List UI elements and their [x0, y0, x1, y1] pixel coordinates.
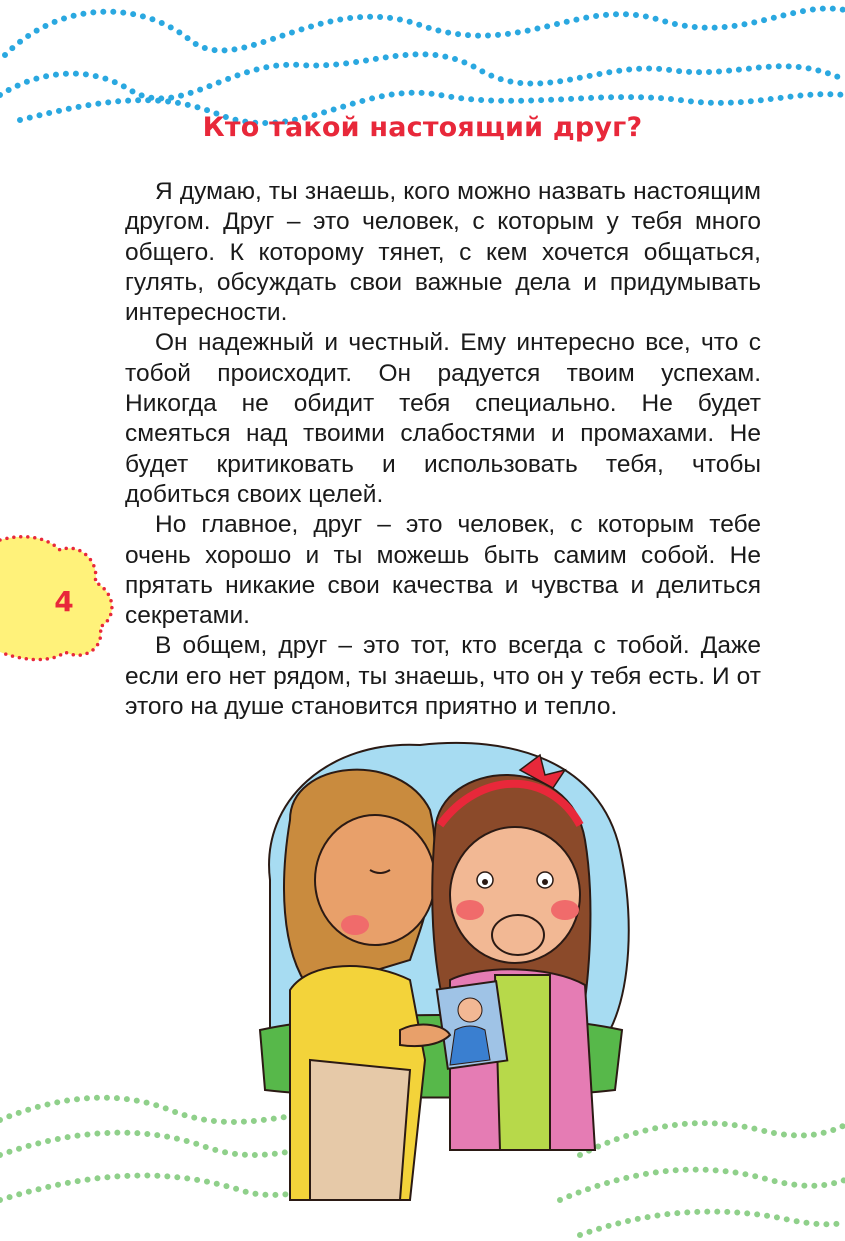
- paragraph-4: В общем, друг – это тот, кто всегда с тобой. Даже если его нет рядом, ты знаешь, что он у тебя есть. И от этого на душе становится приятно и тепло.: [125, 632, 761, 721]
- two-girls-illustration: [250, 730, 630, 1210]
- paragraph-2: Он надежный и честный. Ему интересно все, что с тобой происходит. Он радуется твоим успехам. Никогда не обидит тебя специально. Не будет смеяться над твоими слабостями и промахами. Не будет критиковать и использовать тебя, чтобы добиться своих целей.: [125, 329, 761, 508]
- paragraph-1: Я думаю, ты знаешь, кого можно назвать настоящим другом. Друг – это человек, с которым у тебя много общего. К которому тянет, с кем хочется общаться, гулять, обсуждать свои важные дела и придумывать интересности.: [125, 178, 761, 327]
- paragraph-3: Но главное, друг – это человек, с которым тебе очень хорошо и ты можешь быть самим собой. Не прятать никакие свои качества и чувства и делиться секретами.: [125, 511, 761, 630]
- page-number: 4: [54, 585, 74, 618]
- body-text: [125, 177, 761, 722]
- page-title: Кто такой настоящий друг?: [202, 112, 643, 143]
